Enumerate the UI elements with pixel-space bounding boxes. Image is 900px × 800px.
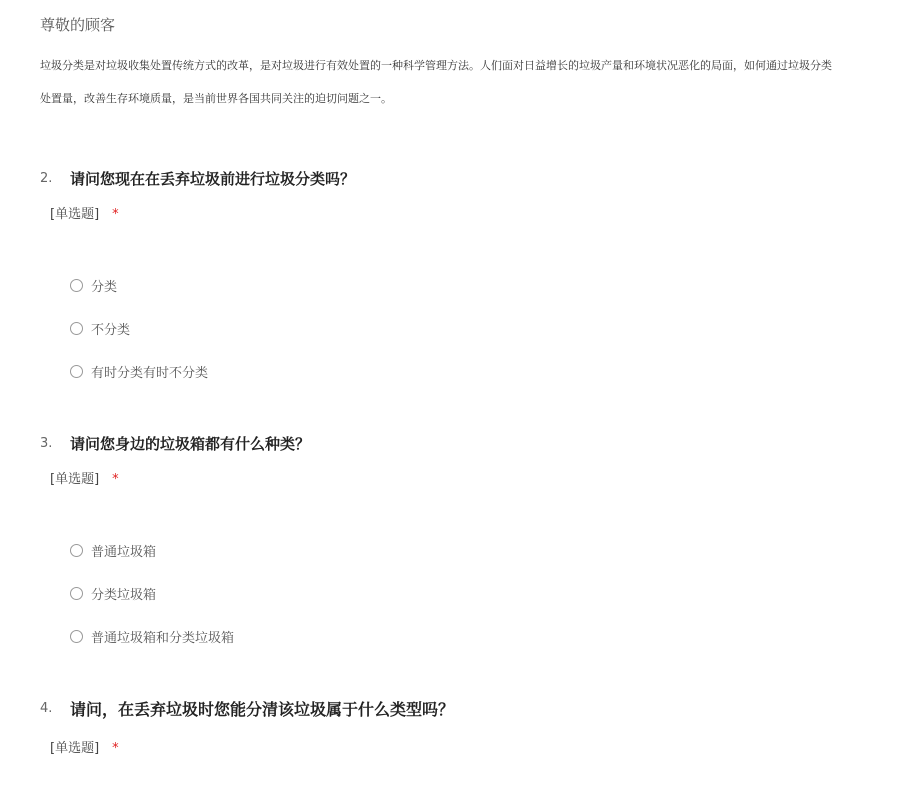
option-label[interactable]: 分类垃圾箱 — [91, 588, 157, 603]
intro-text-line-2: 处置量，改善生存环境质量，是当前世界各国共同关注的迫切问题之一。 — [40, 92, 392, 105]
option-classify[interactable] — [70, 275, 117, 293]
required-mark: * — [112, 741, 119, 756]
option-regular-bin[interactable] — [70, 540, 156, 558]
question-number: 3. — [40, 436, 53, 451]
intro-text-line-1: 垃圾分类是对垃圾收集处置传统方式的改革，是对垃圾进行有效处置的一种科学管理方法。人们面对日益增长的垃圾产量和环境状况恶化的局面，如何通过垃圾分类 — [40, 59, 832, 72]
option-sometimes[interactable] — [70, 361, 208, 379]
question-number: 4. — [40, 701, 53, 716]
option-label[interactable]: 分类 — [91, 280, 118, 295]
question-number: 2. — [40, 171, 53, 186]
question-title-row — [40, 433, 310, 457]
radio-unchecked-icon[interactable] — [70, 365, 83, 378]
option-label[interactable]: 普通垃圾箱 — [91, 545, 157, 560]
question-type-row — [50, 737, 119, 756]
radio-unchecked-icon[interactable] — [70, 630, 83, 643]
question-title: 请问，在丢弃垃圾时您能分清该垃圾属于什么类型吗？ — [70, 700, 455, 719]
question-title: 请问您现在在丢弃垃圾前进行垃圾分类吗？ — [70, 170, 356, 188]
question-title: 请问您身边的垃圾箱都有什么种类？ — [70, 435, 311, 453]
option-sorting-bin[interactable] — [70, 583, 156, 601]
radio-unchecked-icon[interactable] — [70, 544, 83, 557]
option-not-classify[interactable] — [70, 318, 130, 336]
question-type-label: [单选题] — [50, 741, 100, 756]
option-label[interactable]: 不分类 — [91, 323, 131, 338]
radio-unchecked-icon[interactable] — [70, 587, 83, 600]
question-title-row — [40, 168, 355, 192]
greeting-heading: 尊敬的顾客 — [40, 16, 116, 34]
question-type-row — [50, 203, 119, 222]
required-mark: * — [112, 207, 119, 222]
option-label[interactable]: 普通垃圾箱和分类垃圾箱 — [91, 631, 235, 646]
radio-unchecked-icon[interactable] — [70, 322, 83, 335]
question-type-label: [单选题] — [50, 472, 100, 487]
question-title-row — [40, 697, 454, 721]
option-both-bins[interactable] — [70, 626, 234, 644]
required-mark: * — [112, 472, 119, 487]
question-type-label: [单选题] — [50, 207, 100, 222]
option-label[interactable]: 有时分类有时不分类 — [91, 366, 209, 381]
radio-unchecked-icon[interactable] — [70, 279, 83, 292]
question-type-row — [50, 468, 119, 487]
